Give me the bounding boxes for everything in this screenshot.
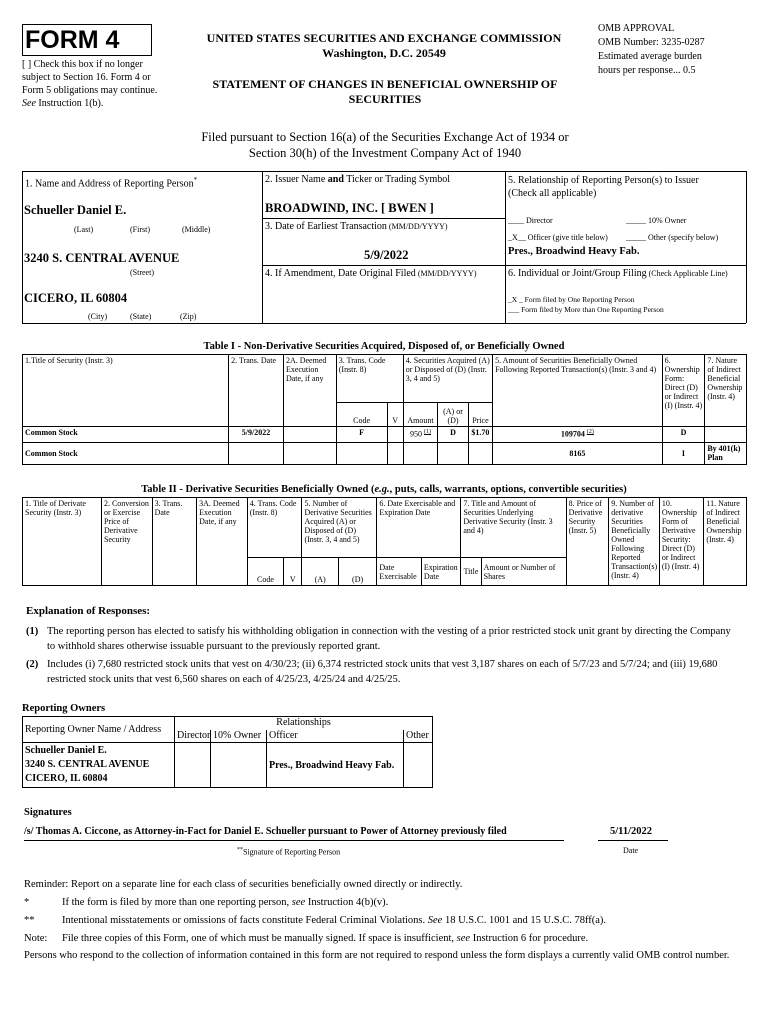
footer-star-text bbox=[62, 895, 740, 910]
t2-h-underlying: 7. Title and Amount of Securities Underlying Derivative Security (Instr. 3 and 4) bbox=[461, 498, 566, 558]
explanation-num-1: (1) bbox=[26, 626, 39, 637]
t1-r1-amount-fn[interactable]: (1) bbox=[424, 429, 431, 435]
signature-date: 5/11/2022 bbox=[610, 826, 653, 837]
footer-note-text bbox=[62, 931, 740, 946]
t1-r1-code: F bbox=[336, 427, 387, 443]
t2-h-form: 10. Ownership Form of Derivative Security: Direct (D) or Indirect (I) (Instr. 4) bbox=[659, 498, 704, 586]
owners-col-officer: Officer bbox=[267, 730, 404, 743]
footer-note bbox=[24, 931, 740, 946]
state-label: (State) bbox=[130, 312, 152, 321]
signature-label-sup: ** bbox=[237, 847, 243, 853]
table1 bbox=[22, 354, 747, 465]
t2-h-code: 4. Trans. Code (Instr. 8) bbox=[247, 498, 302, 558]
footer-dstar-text-a: Intentional misstatements or omissions of facts constitute Federal Criminal Violations. bbox=[62, 915, 428, 926]
t1-h-date: 2. Trans. Date bbox=[229, 355, 284, 427]
box3-label bbox=[265, 221, 448, 232]
checkbox-note-text2: Instruction 1(b). bbox=[35, 98, 104, 109]
owners-heading: Reporting Owners bbox=[22, 703, 106, 714]
last-label: (Last) bbox=[74, 225, 94, 234]
boxes-grid bbox=[22, 171, 746, 323]
t1-r1-date: 5/9/2022 bbox=[229, 427, 284, 443]
t1-h-nature: 7. Nature of Indirect Beneficial Ownership (Instr. 4) bbox=[705, 355, 747, 427]
signature-line bbox=[24, 840, 564, 841]
t2-h-title-sub: Title bbox=[461, 558, 481, 586]
t1-r2-date bbox=[229, 443, 284, 465]
box6-label-sm: (Check Applicable Line) bbox=[646, 269, 728, 278]
t1-r2-owned: 8165 bbox=[493, 443, 663, 465]
owners-col-ten-pct: 10% Owner bbox=[211, 730, 267, 743]
t1-r1-amount-cell bbox=[403, 427, 438, 443]
t1-h-code-sub: Code bbox=[336, 403, 387, 427]
t2-h-price: 8. Price of Derivative Security (Instr. 5) bbox=[566, 498, 609, 586]
form-title: FORM 4 bbox=[25, 26, 120, 54]
table2 bbox=[22, 497, 747, 586]
t1-h-aord: (A) or (D) bbox=[438, 403, 468, 427]
table2-title-eg: e.g. bbox=[374, 484, 390, 495]
box2-label-and: and bbox=[327, 174, 344, 185]
footer bbox=[24, 877, 740, 963]
table2-title-b: , puts, calls, warrants, options, convertible securities) bbox=[389, 484, 627, 495]
footer-dstar bbox=[24, 913, 740, 928]
middle-label: (Middle) bbox=[182, 225, 211, 234]
omb-burden-2: hours per response... 0.5 bbox=[598, 65, 696, 76]
earliest-transaction-date: 5/9/2022 bbox=[364, 248, 409, 262]
t1-r2-title: Common Stock bbox=[23, 443, 229, 465]
t1-r2-aord bbox=[438, 443, 468, 465]
box6-label-text: 6. Individual or Joint/Group Filing bbox=[508, 268, 647, 279]
footer-dstar-text-b: 18 U.S.C. 1001 and 15 U.S.C. 78ff(a). bbox=[442, 915, 607, 926]
explanation-num-2: (2) bbox=[26, 659, 39, 670]
t1-h-price: Price bbox=[468, 403, 492, 427]
owner-name-3: CICERO, IL 60804 bbox=[25, 773, 108, 784]
table-row bbox=[23, 427, 747, 443]
t2-h-v: V bbox=[284, 558, 302, 586]
owner-name-2: 3240 S. CENTRAL AVENUE bbox=[25, 759, 150, 770]
t2-h-owned: 9. Number of derivative Securities Beneficially Owned Following Reported Transaction(s) (Instr. 4) bbox=[609, 498, 660, 586]
t2-h-conversion: 2. Conversion or Exercise Price of Derivative Security bbox=[101, 498, 152, 586]
box4-label bbox=[265, 268, 476, 279]
omb-approval: OMB APPROVAL bbox=[598, 23, 675, 34]
omb-box bbox=[598, 22, 748, 78]
t1-r2-v bbox=[387, 443, 403, 465]
date-line bbox=[598, 840, 668, 841]
t1-r1-deemed bbox=[283, 427, 336, 443]
t1-r1-price: $1.70 bbox=[468, 427, 492, 443]
filed-line-2: Section 30(h) of the Investment Company Act of 1940 bbox=[248, 146, 522, 160]
box2-label-b: Ticker or Trading Symbol bbox=[343, 174, 451, 185]
t1-r2-price bbox=[468, 443, 492, 465]
t2-h-amount-shares: Amount or Number of Shares bbox=[481, 558, 566, 586]
table-row bbox=[23, 443, 747, 465]
owners-relationships: Relationships bbox=[175, 717, 433, 730]
t2-h-date-ex: Date Exercisable bbox=[377, 558, 422, 586]
t2-h-a: (A) bbox=[302, 558, 338, 586]
footer-note-text-a: File three copies of this Form, one of which must be manually signed. If space is insufficient, bbox=[62, 933, 457, 944]
t1-h-owned: 5. Amount of Securities Beneficially Owned Following Reported Transaction(s) (Instr. 3 and 4) bbox=[493, 355, 663, 427]
footer-star-text-b: Instruction 4(b)(v). bbox=[305, 897, 389, 908]
t1-h-v: V bbox=[387, 403, 403, 427]
filed-pursuant bbox=[100, 129, 670, 161]
owner-other bbox=[404, 743, 433, 788]
box3-label-text: 3. Date of Earliest Transaction bbox=[265, 221, 387, 232]
footer-dstar-see: See bbox=[427, 915, 443, 926]
footer-star-see: see bbox=[291, 897, 306, 908]
form-title-box bbox=[22, 24, 152, 56]
date-label: Date bbox=[623, 846, 639, 855]
statement-title: STATEMENT OF CHANGES IN BENEFICIAL OWNERSHIP OF SECURITIES bbox=[212, 77, 558, 106]
t1-r2-nature: By 401(k) Plan bbox=[705, 443, 747, 465]
filed-line-1: Filed pursuant to Section 16(a) of the Securities Exchange Act of 1934 or bbox=[201, 130, 569, 144]
zip-label: (Zip) bbox=[180, 312, 197, 321]
t2-h-d: (D) bbox=[338, 558, 376, 586]
omb-number: OMB Number: 3235-0287 bbox=[598, 37, 705, 48]
t1-r2-amount bbox=[403, 443, 438, 465]
t1-r1-nature bbox=[705, 427, 747, 443]
t2-h-code-sub: Code bbox=[247, 558, 283, 586]
explanation-text-2: Includes (i) 7,680 restricted stock units that vest on 4/30/23; (ii) 6,374 restricted stock units that vest 3,187 shares on each of 5/7/23 and 5/7/24; and (iii) 19,680 restricted stock units that vest 6,560 shares on each of 4/25/23, 4/25/24 and 4/25/25. bbox=[47, 659, 718, 685]
footer-star-mark: * bbox=[24, 897, 30, 908]
t1-r2-code bbox=[336, 443, 387, 465]
t2-h-date: 3. Trans. Date bbox=[152, 498, 197, 586]
table-row bbox=[23, 743, 433, 788]
issuer-name: BROADWIND, INC. [ BWEN ] bbox=[265, 201, 434, 215]
t1-r2-deemed bbox=[283, 443, 336, 465]
footer-star-text-a: If the form is filed by more than one reporting person, bbox=[62, 897, 292, 908]
owners-col-name: Reporting Owner Name / Address bbox=[23, 717, 175, 743]
officer-title: Pres., Broadwind Heavy Fab. bbox=[508, 246, 640, 257]
t1-h-title: 1.Title of Security (Instr. 3) bbox=[23, 355, 229, 427]
box1-label bbox=[25, 176, 197, 189]
first-label: (First) bbox=[130, 225, 150, 234]
signature-label bbox=[237, 847, 340, 857]
t1-r1-owned-fn[interactable]: (2) bbox=[586, 429, 594, 435]
owner-officer: Pres., Broadwind Heavy Fab. bbox=[267, 743, 404, 788]
box5-label bbox=[508, 174, 699, 200]
footer-note-label: Note: bbox=[24, 933, 48, 944]
ten-pct-option: _____ 10% Owner bbox=[626, 216, 687, 225]
t1-h-deemed: 2A. Deemed Execution Date, if any bbox=[283, 355, 336, 427]
t2-h-number: 5. Number of Derivative Securities Acquired (A) or Disposed of (D) (Instr. 3, 4 and 5) bbox=[302, 498, 377, 558]
t1-h-securities: 4. Securities Acquired (A) or Disposed of (D) (Instr. 3, 4 and 5) bbox=[403, 355, 492, 403]
box3-label-sm: (MM/DD/YYYY) bbox=[386, 222, 448, 231]
checkbox-note-see: See bbox=[22, 98, 36, 109]
explanation-item-1 bbox=[26, 624, 738, 654]
t1-r2-form: I bbox=[662, 443, 705, 465]
agency-name: UNITED STATES SECURITIES AND EXCHANGE COMMISSION bbox=[206, 31, 562, 45]
t1-r1-aord: D bbox=[438, 427, 468, 443]
filing-option-2: ___ Form filed by More than One Reporting Person bbox=[508, 305, 664, 314]
footer-note-text-b: Instruction 6 for procedure. bbox=[470, 933, 589, 944]
signature-label-text: Signature of Reporting Person bbox=[243, 847, 341, 857]
agency-location: Washington, D.C. 20549 bbox=[322, 46, 446, 60]
box2-label bbox=[265, 174, 450, 185]
checkbox-note bbox=[22, 58, 172, 110]
box1-label-sup: * bbox=[193, 176, 198, 184]
table1-title: Table I - Non-Derivative Securities Acquired, Disposed of, or Beneficially Owned bbox=[203, 341, 565, 352]
box6-label bbox=[508, 268, 728, 279]
officer-option: _X__ Officer (give title below) bbox=[508, 233, 608, 242]
table2-title-a: Table II - Derivative Securities Beneficially Owned ( bbox=[141, 484, 375, 495]
box1-label-text: 1. Name and Address of Reporting Person bbox=[25, 178, 194, 190]
street-value: 3240 S. CENTRAL AVENUE bbox=[24, 251, 180, 265]
footer-dstar-text bbox=[62, 913, 740, 928]
t1-h-form: 6. Ownership Form: Direct (D) or Indirect (I) (Instr. 4) bbox=[662, 355, 705, 427]
t1-r1-amount: 950 bbox=[410, 429, 422, 439]
owner-name-1: Schueller Daniel E. bbox=[25, 745, 107, 756]
footer-note-see: see bbox=[456, 933, 471, 944]
owner-name-cell bbox=[23, 743, 175, 788]
other-option: _____ Other (specify below) bbox=[626, 233, 719, 242]
box4-label-text: 4. If Amendment, Date Original Filed bbox=[265, 268, 416, 279]
owners-col-other: Other bbox=[404, 730, 433, 743]
explanation-text-1: The reporting person has elected to satisfy his withholding obligation in connection with the vesting of a prior restricted stock unit grant by directing the Company to withhold shares otherwise issuable pursuant to the previously reported grant. bbox=[47, 626, 731, 652]
t1-r1-form: D bbox=[662, 427, 705, 443]
owners-col-director: Director bbox=[175, 730, 211, 743]
box5-label-2: (Check all applicable) bbox=[508, 188, 597, 199]
footer-star bbox=[24, 895, 740, 910]
city-label: (City) bbox=[88, 312, 108, 321]
street-label: (Street) bbox=[130, 268, 154, 277]
box5-label-1: 5. Relationship of Reporting Person(s) to Issuer bbox=[508, 175, 699, 186]
owner-director bbox=[175, 743, 211, 788]
explanation-heading: Explanation of Responses: bbox=[26, 605, 151, 617]
owner-ten-pct bbox=[211, 743, 267, 788]
t2-h-exp: Expiration Date bbox=[421, 558, 460, 586]
director-option: ____ Director bbox=[508, 216, 553, 225]
signatures-heading: Signatures bbox=[24, 807, 72, 818]
t1-r1-v bbox=[387, 427, 403, 443]
checkbox-note-text: [ ] Check this box if no longer subject to Section 16. Form 4 or Form 5 obligations may continue. bbox=[22, 59, 158, 96]
footer-dstar-mark: ** bbox=[24, 915, 35, 926]
footer-persons: Persons who respond to the collection of information contained in this form are not required to respond unless the form displays a currently valid OMB control number. bbox=[24, 950, 730, 961]
t2-h-exercisable: 6. Date Exercisable and Expiration Date bbox=[377, 498, 461, 558]
t1-h-code: 3. Trans. Code (Instr. 8) bbox=[336, 355, 403, 403]
owners-table bbox=[22, 716, 433, 788]
reminder: Reminder: Report on a separate line for each class of securities beneficially owned directly or indirectly. bbox=[24, 879, 463, 890]
t2-h-nature: 11. Nature of Indirect Beneficial Ownership (Instr. 4) bbox=[704, 498, 747, 586]
reporting-person-name: Schueller Daniel E. bbox=[24, 203, 127, 217]
explanation-item-2 bbox=[26, 657, 738, 687]
box4-label-sm: (MM/DD/YYYY) bbox=[415, 269, 477, 278]
t2-h-title: 1. Title of Derivate Security (Instr. 3) bbox=[23, 498, 102, 586]
t2-h-deemed: 3A. Deemed Execution Date, if any bbox=[197, 498, 248, 586]
t1-r1-title: Common Stock bbox=[23, 427, 229, 443]
omb-burden-1: Estimated average burden bbox=[598, 51, 702, 62]
t1-r1-owned-cell bbox=[493, 427, 663, 443]
table2-title bbox=[22, 484, 746, 495]
t1-r1-owned: 109704 bbox=[560, 429, 585, 439]
city-value: CICERO, IL 60804 bbox=[24, 291, 128, 305]
t1-h-amount: Amount bbox=[403, 403, 438, 427]
box2-label-a: 2. Issuer Name bbox=[265, 174, 328, 185]
signature-text: /s/ Thomas A. Ciccone, as Attorney-in-Fact for Daniel E. Schueller pursuant to Power of Attorney previously filed bbox=[24, 826, 507, 837]
filing-option-1: _X _ Form filed by One Reporting Person bbox=[508, 295, 635, 304]
